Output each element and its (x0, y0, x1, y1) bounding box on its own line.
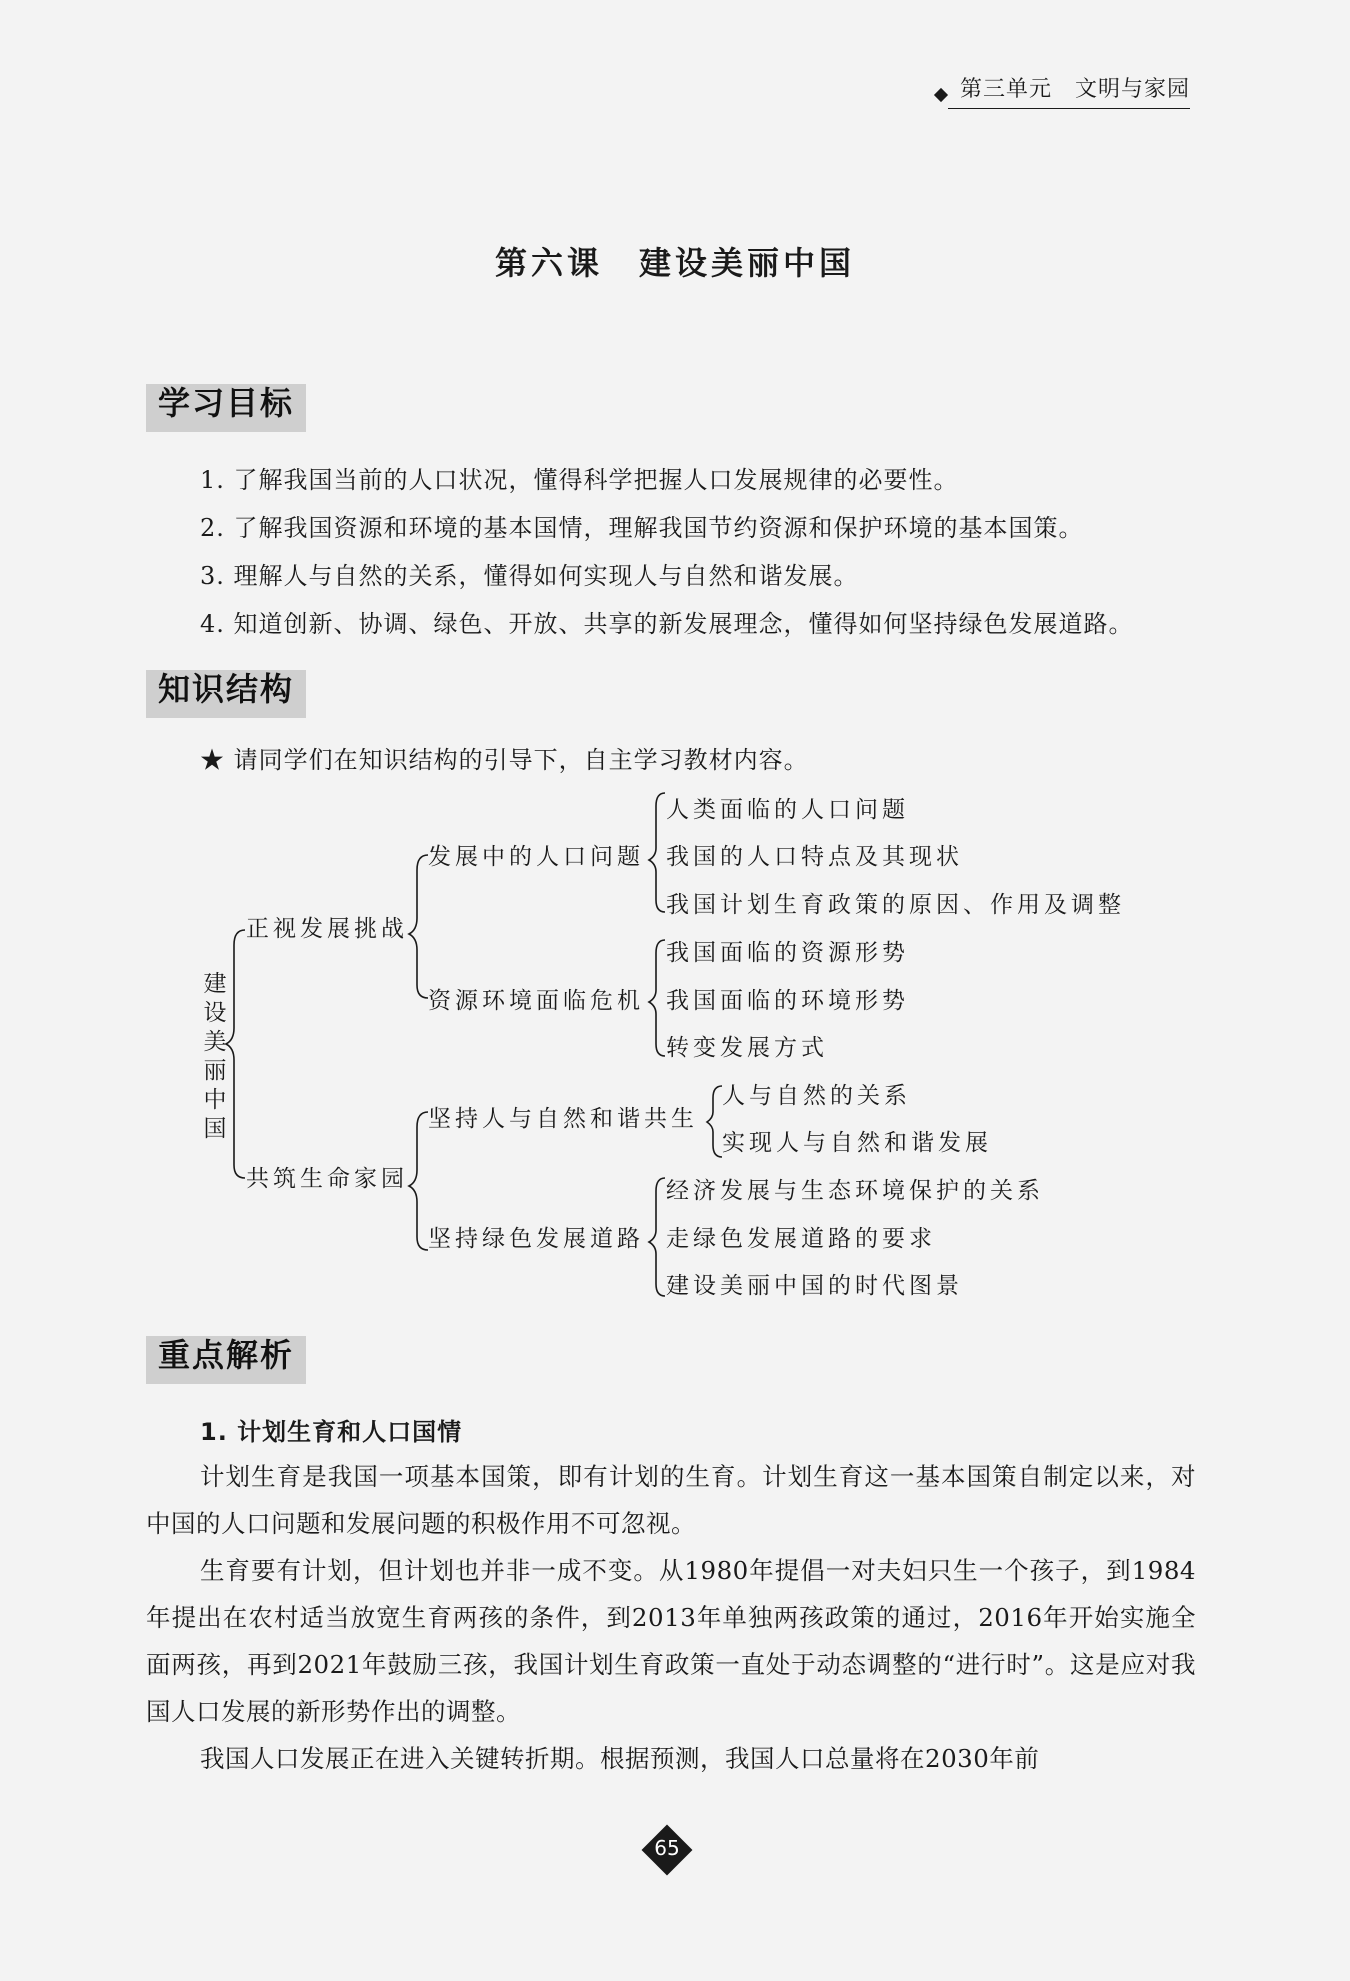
section-heading-keypoints (146, 1336, 306, 1384)
section-heading-label: 重点解析 (158, 1336, 295, 1374)
mindmap-leaf: 经济发展与生态环境保护的关系 (666, 1178, 1044, 1204)
mindmap-root: 建设美丽中国 (203, 971, 227, 1142)
unit-title: 第三单元 文明与家园 (959, 77, 1190, 102)
mindmap-branch-challenge: 正视发展挑战 (246, 916, 408, 942)
mindmap-node-harmony: 坚持人与自然和谐共生 (428, 1106, 698, 1132)
header-rule (948, 108, 1190, 109)
section-heading-label: 知识结构 (158, 670, 295, 708)
bracket-resource (649, 940, 665, 1056)
mindmap-leaf: 转变发展方式 (666, 1035, 828, 1061)
mindmap-leaf: 我国的人口特点及其现状 (666, 844, 963, 870)
mindmap-leaf: 实现人与自然和谐发展 (722, 1130, 992, 1156)
page-number (645, 1828, 689, 1872)
objectives-list (200, 456, 1134, 648)
bracket-home (409, 1112, 428, 1250)
objective-item: 4. 知道创新、协调、绿色、开放、共享的新发展理念，懂得如何坚持绿色发展道路。 (200, 610, 1134, 638)
bracket-green (649, 1178, 665, 1296)
mindmap-leaf: 人类面临的人口问题 (666, 797, 909, 823)
bracket-population (649, 793, 665, 912)
keypoint-subtitle: 1. 计划生育和人口国情 (200, 1418, 463, 1446)
section-heading-objectives (146, 384, 306, 432)
bracket-challenge (409, 855, 428, 998)
section-heading-structure (146, 670, 306, 718)
body-paragraph: 生育要有计划，但计划也并非一成不变。从1980年提倡一对夫妇只生一个孩子，到1984年提出在农村适当放宽生育两孩的条件，到2013年单独两孩政策的通过，2016年开始实施全面两孩，再到2021年鼓励三孩，我国计划生育政策一直处于动态调整的“进行时”。这是应对我国人口发展的新形势作出的调整。 (146, 1556, 1196, 1726)
page-number-label: 65 (654, 1836, 680, 1860)
objective-item: 3. 理解人与自然的关系，懂得如何实现人与自然和谐发展。 (200, 562, 859, 590)
section-heading-label: 学习目标 (158, 384, 295, 422)
mindmap-leaf: 走绿色发展道路的要求 (666, 1226, 936, 1252)
objective-item: 2. 了解我国资源和环境的基本国情，理解我国节约资源和保护环境的基本国策。 (200, 514, 1084, 542)
mindmap-branch-home: 共筑生命家园 (246, 1166, 408, 1192)
bracket-harmony (707, 1086, 722, 1157)
mindmap-leaf: 人与自然的关系 (722, 1083, 911, 1109)
running-header (936, 72, 1190, 103)
mindmap-node-resource: 资源环境面临危机 (428, 988, 644, 1014)
structure-intro: ★ 请同学们在知识结构的引导下，自主学习教材内容。 (200, 746, 809, 774)
diamond-bullet-icon (934, 87, 948, 101)
mindmap-leaf: 我国计划生育政策的原因、作用及调整 (666, 892, 1125, 918)
mindmap-leaf: 我国面临的资源形势 (666, 940, 909, 966)
mindmap-leaf: 我国面临的环境形势 (666, 988, 909, 1014)
mindmap-node-population: 发展中的人口问题 (428, 844, 644, 870)
body-paragraph: 计划生育是我国一项基本国策，即有计划的生育。计划生育这一基本国策自制定以来，对中国的人口问题和发展问题的积极作用不可忽视。 (146, 1462, 1196, 1538)
body-paragraph: 我国人口发展正在进入关键转折期。根据预测，我国人口总量将在2030年前 (200, 1744, 1040, 1773)
lesson-title: 第六课 建设美丽中国 (494, 244, 855, 282)
objective-item: 1. 了解我国当前的人口状况，懂得科学把握人口发展规律的必要性。 (200, 466, 959, 494)
mindmap-node-green: 坚持绿色发展道路 (428, 1226, 644, 1252)
mindmap-leaf: 建设美丽中国的时代图景 (666, 1273, 963, 1299)
